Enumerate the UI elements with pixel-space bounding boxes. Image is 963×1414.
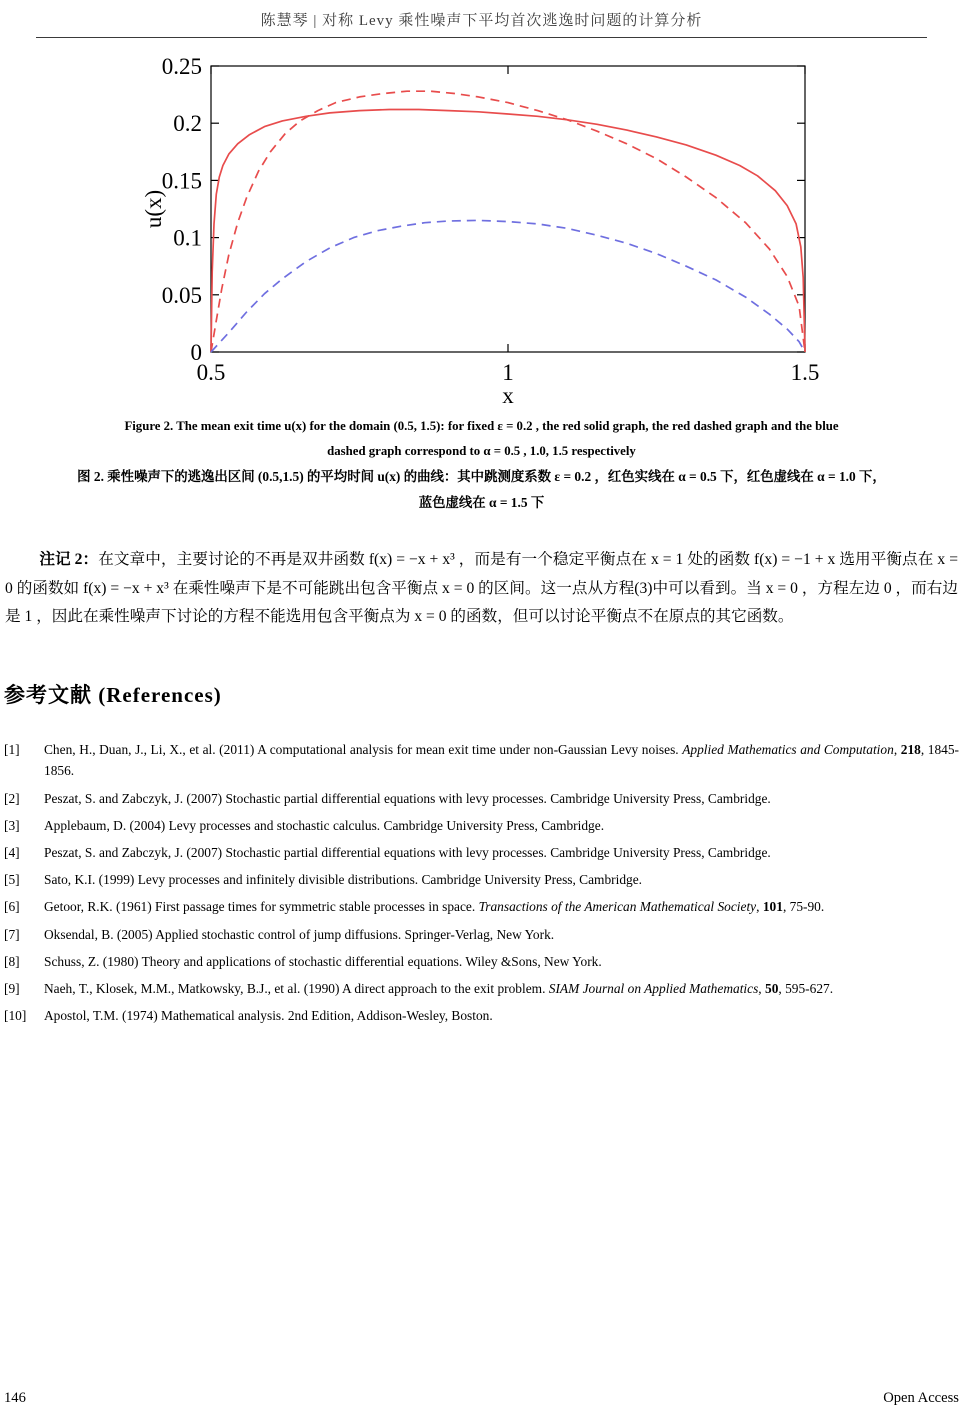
y-tick-label: 0.25 [161,54,202,79]
ref-segment: Oksendal, B. (2005) Applied stochastic control of jump diffusions. Springer-Verlag, New York. [44,926,555,942]
reference-item [4,1005,959,1026]
open-access-label: Open Access [883,1390,959,1406]
y-tick-label: 0.2 [172,111,202,137]
reference-text [44,896,959,917]
ref-segment: Peszat, S. and Zabczyk, J. (2007) Stochastic partial differential equations with levy processes. Cambridge University Press, Cambridge. [44,845,771,860]
reference-number: [8] [4,953,20,969]
reference-text [44,842,959,863]
ref-journal: Transactions of the American Mathematical Society [478,899,757,915]
reference-number: [9] [4,980,20,996]
ref-volume: 50 [765,980,779,996]
note-body: 在文章中，主要讨论的不再是双井函数 f(x) = −x + x³ ，而是有一个稳定平衡点在 x = 1 处的函数 f(x) = −1 + x 选用平衡点在 x = 0 的函数如 f(x) = −x + x³ 在乘性噪声下是不可能跳出包含平衡点 x = 0 的区间。这一点从方程(3)中可以看到。当 x = 0 ，方程左边 0 ，而右边是 1 ，因此在乘性噪声下讨论的方程不能选用包含平衡点为 x = 0 的函数，但可以讨论平衡点不在原点的其它函数。 [5,551,958,625]
reference-item [4,869,959,890]
ref-volume: 218 [900,742,921,758]
reference-text [44,1005,959,1026]
ref-segment: , 1845-1856. [44,742,960,779]
ref-segment: Apostol, T.M. (1974) Mathematical analysis. 2nd Edition, Addison-Wesley, Boston. [44,1008,493,1024]
ref-volume: 101 [762,899,783,915]
reference-number: [2] [4,790,20,806]
page-number: 146 [4,1390,26,1406]
ref-journal: Applied Mathematics and Computation [682,742,894,758]
figure-2-chart [137,54,827,406]
figure-caption-zh-line2: 蓝色虚线在 α = 1.5 下 [418,495,545,511]
reference-number: [6] [4,899,20,915]
reference-item [4,951,959,972]
x-tick-label: 0.5 [196,360,225,385]
reference-item [4,842,959,863]
reference-text [44,869,959,890]
references-heading: 参考文献 (References) [4,683,222,708]
reference-item [4,788,959,809]
ref-segment: Naeh, T., Klosek, M.M., Matkowsky, B.J., et al. (1990) A direct approach to the exit problem. [44,980,549,996]
ref-segment: Chen, H., Duan, J., Li, X., et al. (2011) A computational analysis for mean exit time under non-Gaussian Levy noises. [44,742,683,758]
ref-segment: Getoor, R.K. (1961) First passage times for symmetric stable processes in space. [44,899,479,915]
ref-segment: , 75-90. [782,899,825,915]
reference-item [4,896,959,917]
reference-text [44,788,959,809]
reference-number: [1] [4,742,20,758]
y-tick-label: 0 [190,340,202,365]
ref-segment: , 595-627. [778,980,834,996]
ref-journal: SIAM Journal on Applied Mathematics [548,980,759,996]
x-axis-label: x [501,383,514,406]
y-tick-label: 0.05 [161,282,202,308]
ref-segment: Applebaum, D. (2004) Levy processes and stochastic calculus. Cambridge University Press, Cambridge. [44,817,605,833]
page-footer [0,1390,963,1407]
reference-number: [3] [4,817,20,833]
figure-caption-en [30,414,933,464]
reference-number: [7] [4,926,20,942]
figure-caption-zh-line1: 图 2. 乘性噪声下的逃逸出区间 (0.5,1.5) 的平均时间 u(x) 的曲线：其中跳测度系数 ε = 0.2 ，红色实线在 α = 0.5 下，红色虚线在 α = 1.0 下， [77,468,886,484]
ref-segment: , [756,899,763,915]
ref-segment: Sato, K.I. (1999) Levy processes and infinitely divisible distributions. Cambridge University Press, Cambridge. [44,872,643,888]
ref-segment: , [893,742,901,758]
ref-segment: , [758,980,765,996]
page-header [0,0,963,30]
reference-text [44,978,959,999]
chart-series-alpha-1.5-blue-dashed [211,220,805,352]
header-divider [36,37,927,38]
header-title: 陈慧琴 | 对称 Levy 乘性噪声下平均首次逃逸时问题的计算分析 [260,13,703,29]
chart-series-alpha-0.5-red-solid [211,110,805,353]
reference-item [4,978,959,999]
reference-text [44,924,959,945]
x-tick-label: 1.5 [790,360,819,385]
mean-exit-time-plot [137,54,827,406]
figure-caption-en-line2: dashed graph correspond to α = 0.5 , 1.0, 1.5 respectively [327,443,636,458]
ref-segment: Peszat, S. and Zabczyk, J. (2007) Stochastic partial differential equations with levy processes. Cambridge University Press, Cambridge. [44,790,771,806]
y-tick-label: 0.1 [172,225,202,251]
figure-caption-zh [30,464,933,516]
reference-item [4,739,959,781]
x-tick-label: 1 [501,360,514,385]
reference-text [44,815,959,836]
y-axis-label: u(x) [140,189,166,229]
reference-text [44,739,959,781]
note-paragraph [5,546,958,631]
reference-text [44,951,959,972]
plot-box [211,66,805,352]
y-tick-label: 0.15 [161,168,202,194]
references-list [4,739,959,1026]
figure-caption-en-line1: Figure 2. The mean exit time u(x) for the domain (0.5, 1.5): for fixed ε = 0.2 , the red solid graph, the red dashed graph and the blue [124,419,839,433]
reference-number: [4] [4,845,20,860]
note-label: 注记 2： [39,551,99,569]
reference-item [4,924,959,945]
chart-series-alpha-1.0-red-dashed [211,91,805,352]
reference-item [4,815,959,836]
ref-segment: Schuss, Z. (1980) Theory and applications of stochastic differential equations. Wiley &Sons, New York. [44,953,602,969]
reference-number: [5] [4,872,20,888]
reference-number: [10] [4,1008,27,1024]
